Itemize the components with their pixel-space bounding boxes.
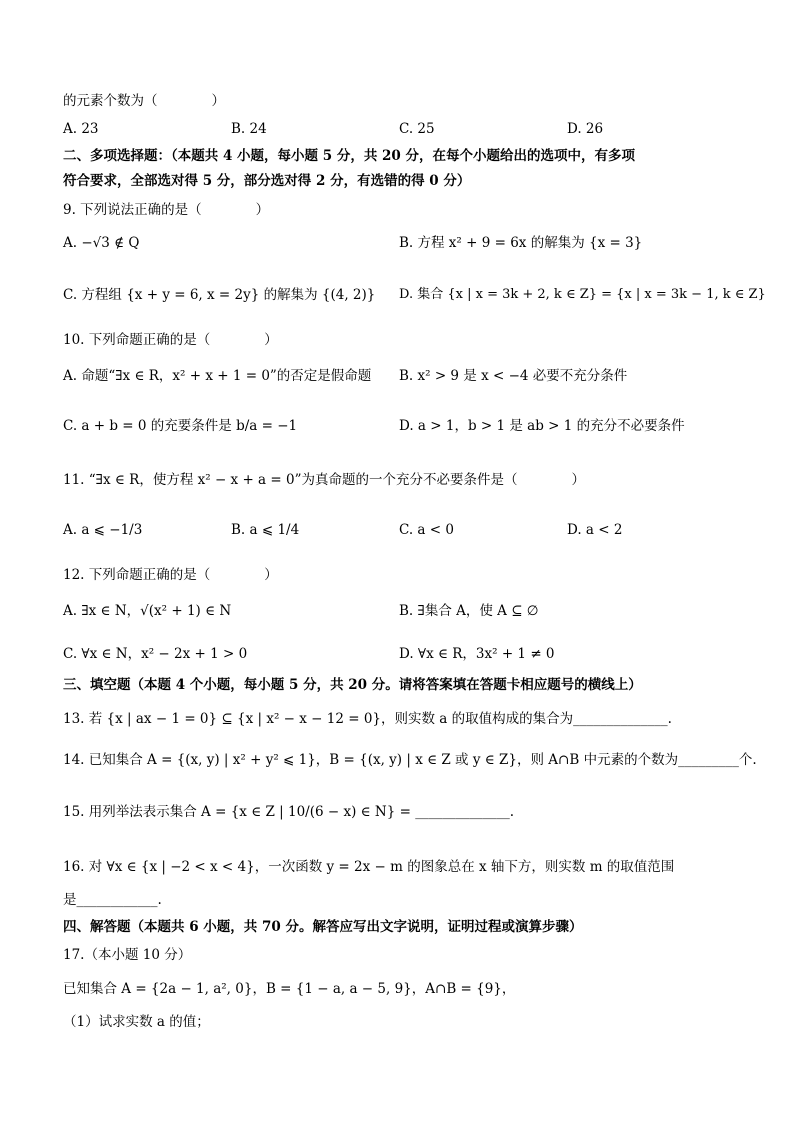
q11-stem: 11. “∃x ∈ R，使方程 x² − x + a = 0”为真命题的一个充分不必要条件是（ ） xyxy=(63,472,585,488)
q11-option-c: C. a < 0 xyxy=(399,522,454,538)
section3-heading: 三、填空题（本题 4 个小题，每小题 5 分，共 20 分。请将答案填在答题卡相应题号的横线上） xyxy=(63,677,642,693)
q11-option-d: D. a < 2 xyxy=(567,522,623,538)
section4-heading: 四、解答题（本题共 6 小题，共 70 分。解答应写出文字说明，证明过程或演算步骤） xyxy=(63,919,583,935)
q10-option-b: B. x² > 9 是 x < −4 必要不充分条件 xyxy=(399,368,628,384)
q12-stem: 12. 下列命题正确的是（ ） xyxy=(63,567,278,583)
q10-option-c: C. a + b = 0 的充要条件是 b/a = −1 xyxy=(63,418,298,434)
q8-option-b: B. 24 xyxy=(231,121,267,137)
q15: 15. 用列举法表示集合 A = {x ∈ Z | 10/(6 − x) ∈ N} = ______________. xyxy=(63,804,515,820)
q12-option-a: A. ∃x ∈ N，√(x² + 1) ∈ N xyxy=(63,603,232,619)
q10-stem: 10. 下列命题正确的是（ ） xyxy=(63,332,278,348)
q16-line1: 16. 对 ∀x ∈ {x | −2 < x < 4}，一次函数 y = 2x − m 的图象总在 x 轴下方，则实数 m 的取值范围 xyxy=(63,859,675,875)
q9-option-b: B. 方程 x² + 9 = 6x 的解集为 {x = 3} xyxy=(399,235,643,251)
q8-option-d: D. 26 xyxy=(567,121,604,137)
q17-given: 已知集合 A = {2a − 1, a², 0}，B = {1 − a, a − 5, 9}，A∩B = {9}， xyxy=(63,981,516,997)
section2-heading: 二、多项选择题：（本题共 4 小题，每小题 5 分，共 20 分，在每个小题给出的选项中，有多项 xyxy=(63,148,636,164)
q14: 14. 已知集合 A = {(x, y) | x² + y² ⩽ 1}，B = {(x, y) | x ∈ Z 或 y ∈ Z}，则 A∩B 中元素的个数为_________个. xyxy=(63,752,757,768)
q8-tail: 的元素个数为（ ） xyxy=(63,93,225,109)
q8-option-a: A. 23 xyxy=(63,121,99,137)
q13: 13. 若 {x | ax − 1 = 0} ⊆ {x | x² − x − 12 = 0}，则实数 a 的取值构成的集合为______________. xyxy=(63,711,672,727)
q16-line2: 是____________. xyxy=(63,892,162,908)
q12-option-d: D. ∀x ∈ R，3x² + 1 ≠ 0 xyxy=(399,646,555,662)
q9-option-c: C. 方程组 {x + y = 6, x = 2y} 的解集为 {(4, 2)} xyxy=(63,287,376,303)
q17-heading: 17.（本小题 10 分） xyxy=(63,947,192,963)
q10-option-d: D. a > 1，b > 1 是 ab > 1 的充分不必要条件 xyxy=(399,418,685,434)
q11-option-b: B. a ⩽ 1/4 xyxy=(231,522,300,538)
q10-option-a: A. 命题“∃x ∈ R，x² + x + 1 = 0”的否定是假命题 xyxy=(63,368,372,384)
q9-option-d: D. 集合 {x | x = 3k + 2, k ∈ Z} = {x | x = 3k − 1, k ∈ Z} xyxy=(399,287,766,302)
q12-option-c: C. ∀x ∈ N，x² − 2x + 1 > 0 xyxy=(63,646,248,662)
q9-option-a: A. −√3 ∉ Q xyxy=(63,235,140,251)
q17-part1: （1）试求实数 a 的值； xyxy=(63,1014,210,1030)
section2-heading-cont: 符合要求，全部选对得 5 分，部分选对得 2 分，有选错的得 0 分） xyxy=(63,173,471,189)
q8-option-c: C. 25 xyxy=(399,121,435,137)
q9-stem: 9. 下列说法正确的是（ ） xyxy=(63,202,270,218)
q12-option-b: B. ∃集合 A，使 A ⊆ ∅ xyxy=(399,603,539,619)
q11-option-a: A. a ⩽ −1/3 xyxy=(63,522,143,538)
